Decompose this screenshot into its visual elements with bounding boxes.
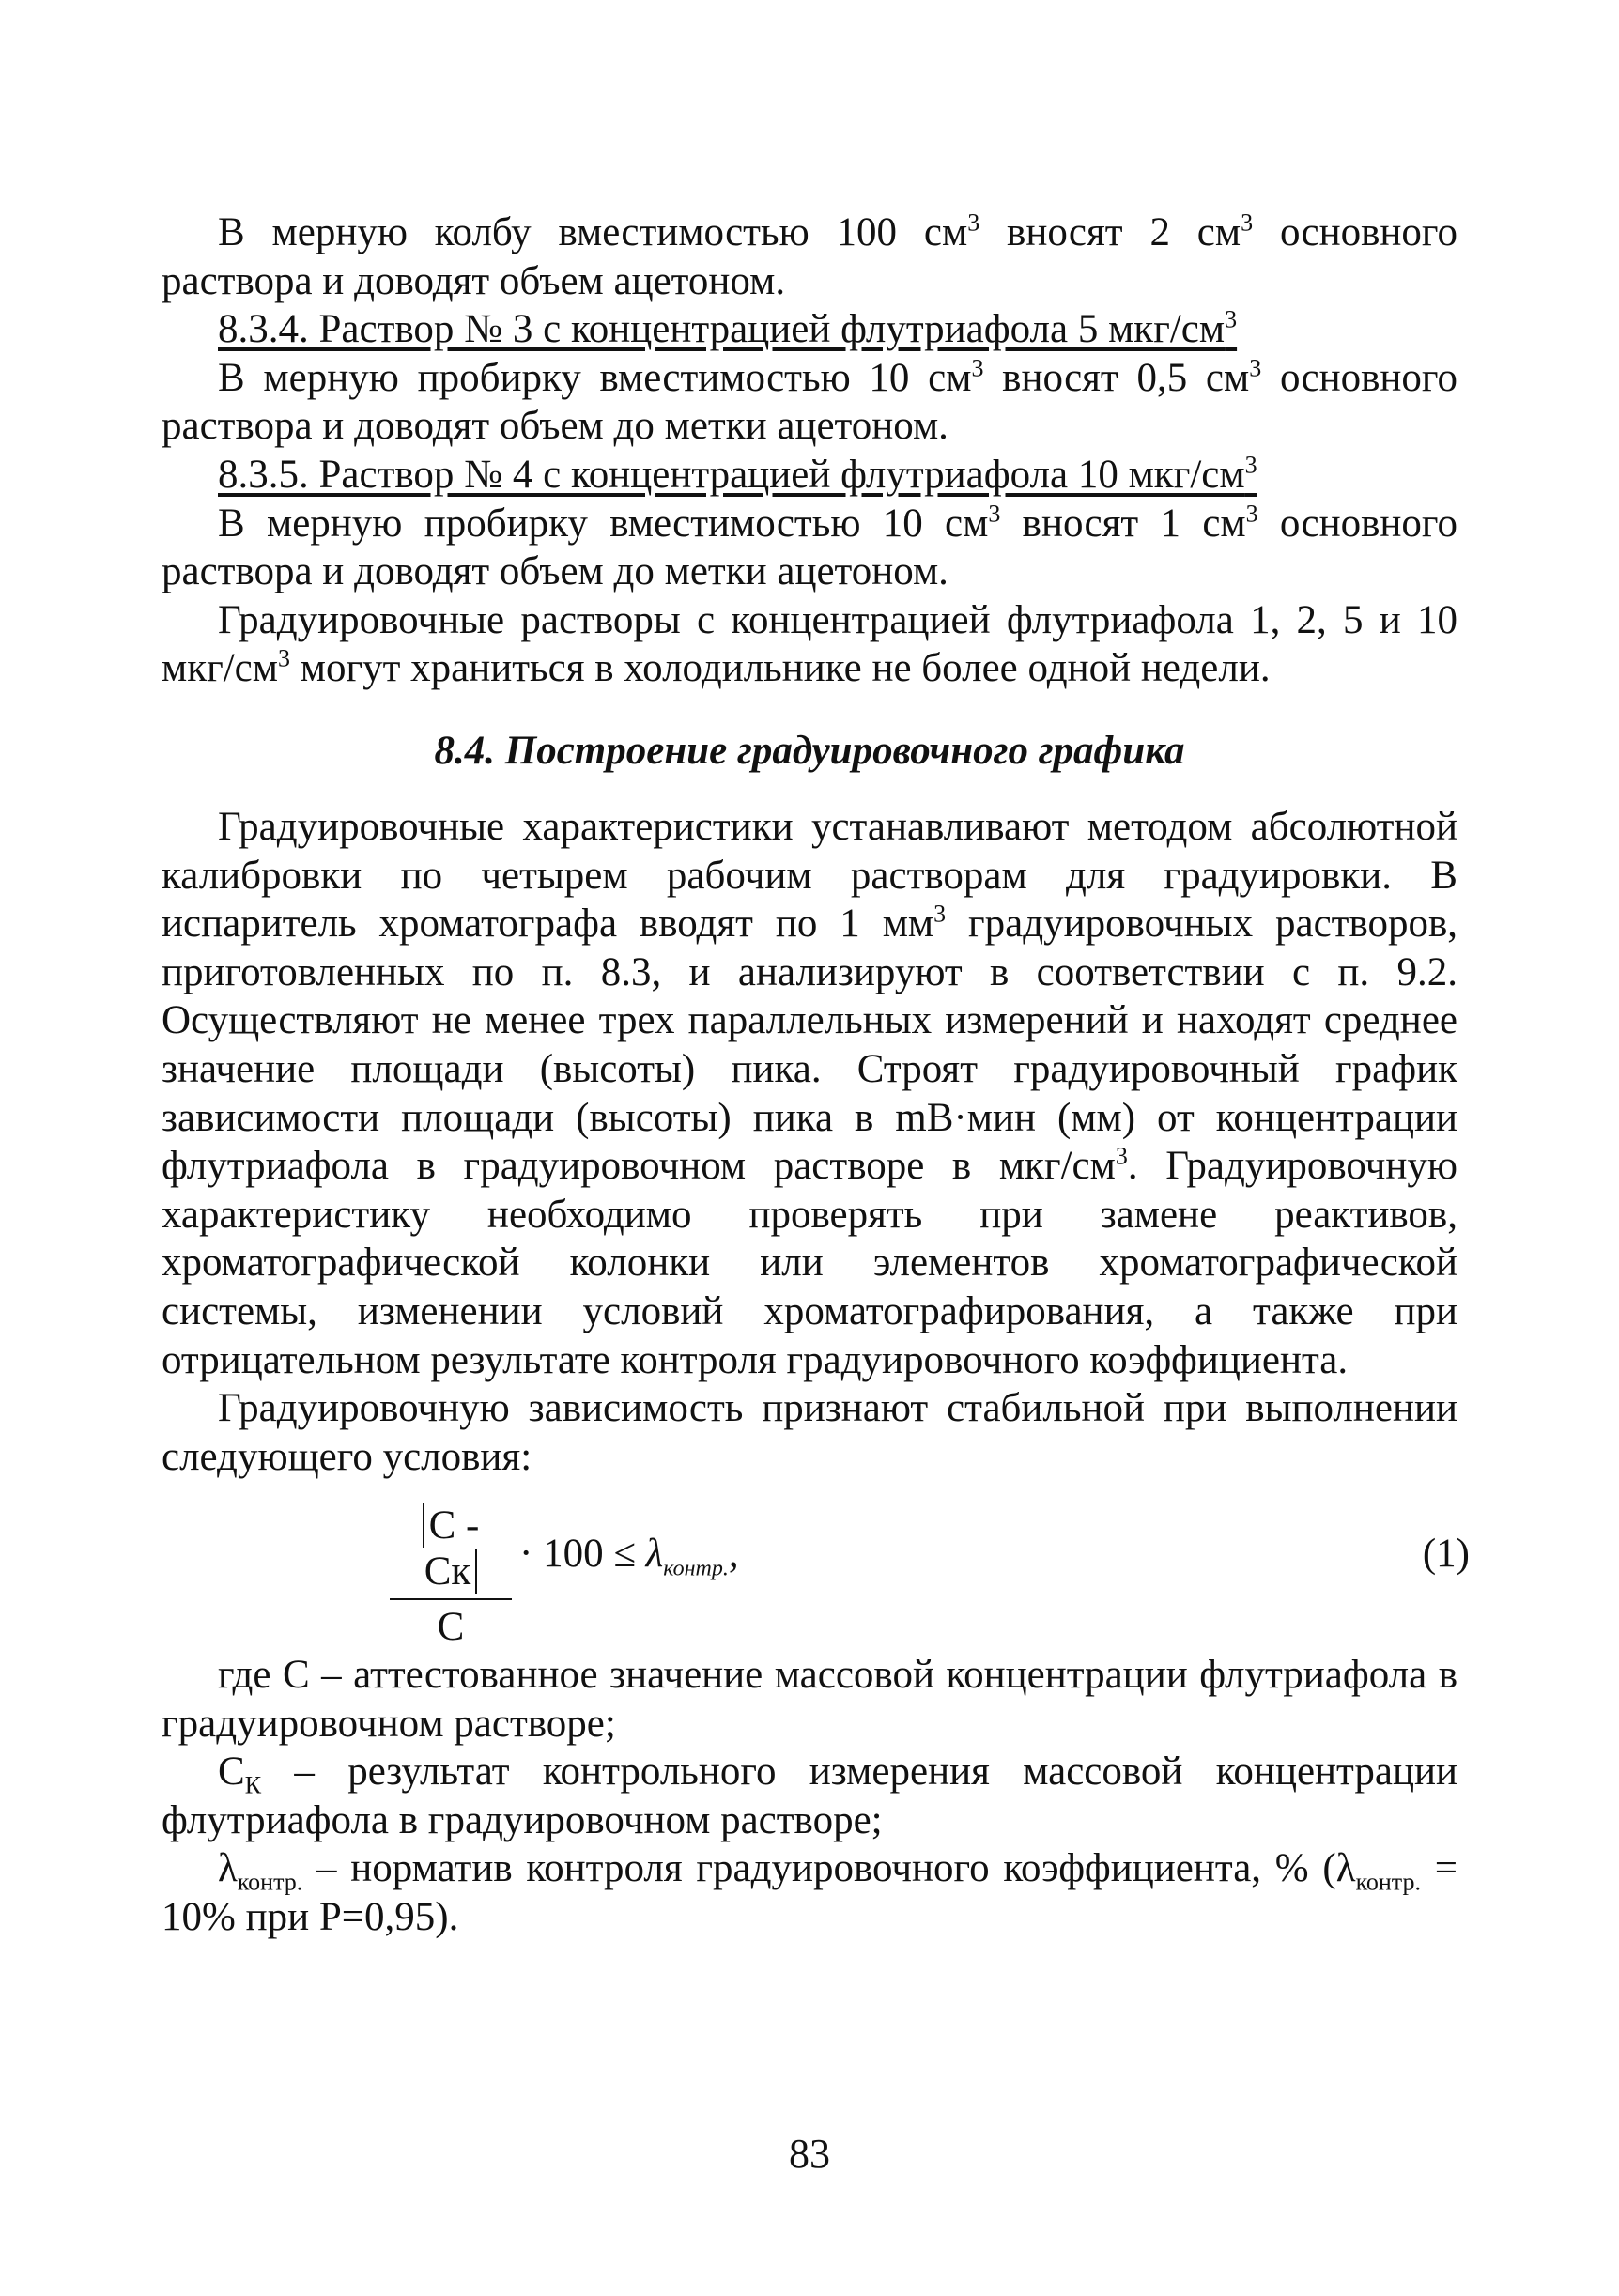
- text-run: могут храниться в холодильнике не более одной недели.: [289, 646, 1271, 691]
- superscript: 3: [1244, 451, 1257, 479]
- superscript: 3: [277, 645, 290, 673]
- text-run: Градуировочные растворы с концентрацией флутриафола 1, 2, 5 и 10 мкг/см: [162, 597, 1457, 691]
- section-8-4-text: [162, 803, 1457, 1481]
- text-run: Градуировочные характеристики устанавливают методом абсолютной калибровки по четырем рабочим растворам для градуировки. В испаритель хроматографа вводят по 1 мм: [162, 805, 1457, 947]
- lambda-symbol: λ: [645, 1532, 664, 1576]
- fraction-denominator: C: [437, 1605, 465, 1649]
- subscript: контр.: [1355, 1868, 1421, 1896]
- paragraph-storage: [162, 596, 1457, 693]
- text-run: вносят 1 см: [1000, 501, 1246, 546]
- page-number: 83: [789, 2131, 830, 2177]
- text-run: основного раствора и доводят объем до метки ацетоном.: [162, 355, 1457, 449]
- paragraph-stability: Градуировочную зависимость признают стабильной при выполнении следующего условия:: [162, 1386, 1457, 1479]
- text-run: В мерную пробирку вместимостью 10 см: [218, 355, 972, 400]
- text-run: градуировочных растворов, приготовленных по п. 8.3, и анализируют в соответствии с п. 9.2. Осуществляют не менее трех параллельных измерений и находят среднее значение площади (высоты) пика. Строят градуировочный график зависимости площади (высоты) пика в mВ·мин (мм) от концентрации флутриафола в градуировочном растворе в мкг/см: [162, 901, 1458, 1189]
- symbol: λ: [218, 1846, 238, 1891]
- subscript: К: [244, 1771, 262, 1799]
- superscript: 3: [933, 900, 947, 928]
- text-run: вносят 0,5 см: [983, 355, 1250, 400]
- formula-comma: ,: [728, 1532, 739, 1576]
- fraction-numerator: [390, 1502, 512, 1600]
- subsection-8-3-4: [162, 305, 1457, 354]
- paragraph-solution-3: [162, 354, 1457, 451]
- definition-lambda: [162, 1844, 1457, 1941]
- text-run: . Градуировочную характеристику необходимо проверять при замене реактивов, хроматографической колонки или элементов хроматографической системы, изменении условий хроматографирования, а также при отрицательном результате контроля градуировочного коэффициента.: [162, 1144, 1457, 1382]
- definition-c: где С – аттестованное значение массовой концентрации флутриафола в градуировочном растворе;: [162, 1653, 1457, 1746]
- superscript: 3: [1225, 305, 1238, 333]
- text-run: основного раствора и доводят объем ацетоном.: [162, 210, 1457, 303]
- subsection-title: 8.3.5. Раствор № 4 с концентрацией флутриафола 10 мкг/см: [218, 452, 1245, 497]
- formula-rhs: [519, 1531, 739, 1581]
- definitions: [162, 1651, 1457, 1942]
- symbol: С: [218, 1749, 245, 1795]
- subsection-8-3-5: [162, 451, 1457, 500]
- fraction: [390, 1502, 512, 1650]
- text-run: – результат контрольного измерения массовой концентрации флутриафола в градуировочном растворе;: [162, 1749, 1457, 1842]
- superscript: 3: [971, 354, 984, 382]
- text-run: вносят 2 см: [979, 210, 1241, 254]
- formula-multiplier: · 100 ≤: [519, 1532, 636, 1576]
- section-8-3-text: [162, 208, 1457, 693]
- text-run: В мерную пробирку вместимостью 10 см: [218, 501, 989, 546]
- formula-1: [390, 1502, 1470, 1649]
- definition-ck: [162, 1748, 1457, 1844]
- superscript: 3: [1115, 1142, 1128, 1170]
- text-run: основного раствора и доводят объем до метки ацетоном.: [162, 501, 1457, 594]
- superscript: 3: [967, 208, 980, 237]
- subsection-title: 8.3.4. Раствор № 3 с концентрацией флутриафола 5 мкг/см: [218, 307, 1226, 352]
- superscript: 3: [1245, 500, 1258, 528]
- section-heading-8-4: 8.4. Построение градуировочного графика: [434, 729, 1185, 773]
- paragraph-solution-4: [162, 500, 1457, 596]
- absolute-value: C - Cк: [423, 1503, 480, 1594]
- text-run: В мерную колбу вместимостью 100 см: [218, 210, 968, 254]
- superscript: 3: [1249, 354, 1262, 382]
- subscript: контр.: [237, 1868, 303, 1896]
- paragraph-calibration: [162, 803, 1457, 1384]
- equation-number: (1): [1422, 1532, 1470, 1576]
- text-run: = 10% при Р=0,95).: [162, 1846, 1457, 1939]
- superscript: 3: [988, 500, 1001, 528]
- superscript: 3: [1241, 208, 1254, 237]
- symbol: λ: [1335, 1846, 1356, 1891]
- paragraph-solution-2: [162, 208, 1457, 305]
- text-run: – норматив контроля градуировочного коэффициента, % (: [302, 1846, 1336, 1891]
- lambda-subscript: контр.: [663, 1556, 729, 1581]
